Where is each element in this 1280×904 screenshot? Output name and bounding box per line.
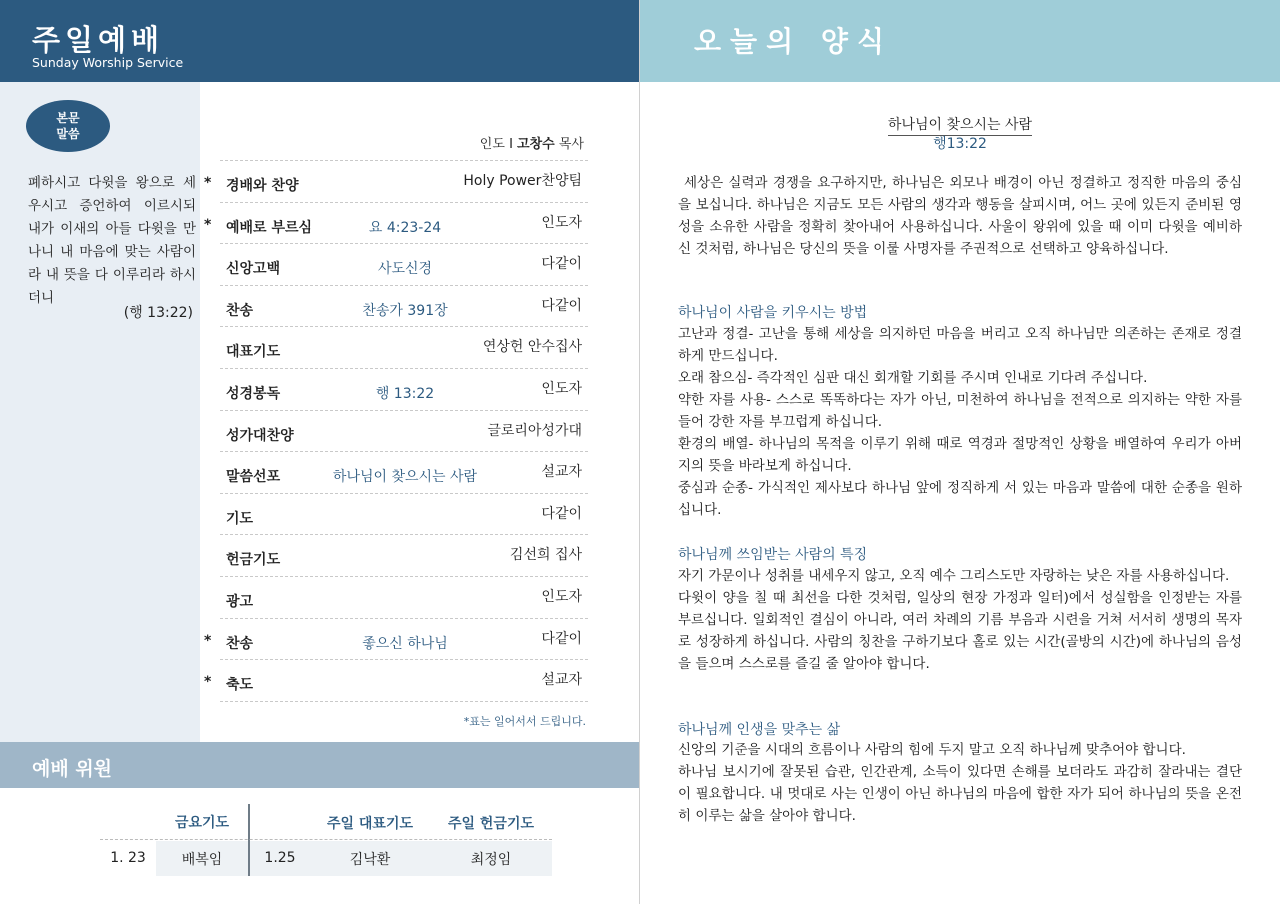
- friday-prayer-header: 금요기도: [174, 815, 230, 831]
- order-item: 헌금기도: [226, 552, 281, 569]
- order-row: [220, 576, 588, 618]
- order-row: [220, 493, 588, 535]
- page-title: 주일예배: [32, 23, 165, 57]
- order-person: 연상헌 안수집사: [482, 339, 582, 356]
- sunday-offering-prayer-name: 최정임: [470, 852, 512, 868]
- order-text: 하나님이 찾으시는 사람: [332, 469, 478, 486]
- order-text: 찬송가 391장: [362, 302, 448, 319]
- order-item: 광고: [226, 593, 254, 610]
- order-item: 경배와 찬양: [226, 178, 299, 194]
- order-row: [204, 160, 588, 202]
- order-row: [204, 618, 588, 660]
- order-item: 기도: [226, 510, 254, 527]
- order-person: 글로리아성가대: [487, 422, 582, 439]
- section-paragraph: 하나님 보시기에 잘못된 습관, 인간관계, 소득이 있다면 손해를 보더라도 과감히 잘라내는 결단이 필요합니다. 내 멋대로 사는 인생이 아닌 하나님의 마음에 합한 자가 되어 하나님의 뜻을 온전히 이루는 삶을 살아야 합니다.: [678, 764, 1242, 824]
- sunday-rep-prayer-name: 김낙환: [349, 852, 391, 868]
- order-item: 축도: [226, 677, 254, 694]
- leader-name: 고창수: [517, 137, 555, 152]
- order-person: 다같이: [541, 630, 582, 647]
- section-paragraph: 다윗이 양을 칠 때 최선을 다한 것처럼, 일상의 현장 가정과 일터)에서 성실함을 인정받는 자를 부르십니다. 일회적인 결심이 아니라, 여러 차례의 기름 부음과 시련을 거쳐 서서히 생명의 목자로 성장하게 하십니다. 사람의 칭찬을 구하기보다 홀로 있는 시간(골방의 시간)에 하나님의 음성을 들으며 스스로를 즐길 줄 알아야 합니다.: [678, 590, 1242, 672]
- order-text: 행 13:22: [375, 385, 435, 402]
- section-body: [678, 323, 1242, 521]
- order-person: 인도자: [541, 380, 582, 397]
- worship-order: [204, 160, 588, 702]
- order-star: *: [204, 216, 212, 233]
- order-person: 김선희 집사: [509, 547, 582, 564]
- sunday-date: 1.25: [264, 850, 296, 866]
- worship-staff-bar: [0, 742, 640, 788]
- order-item: 예배로 부르심: [226, 219, 313, 236]
- section-body: [678, 739, 1242, 827]
- sermon-title: [640, 114, 1280, 134]
- order-row: [220, 243, 588, 285]
- order-star: *: [204, 674, 212, 691]
- section-title: 하나님께 쓰임받는 사람의 특징: [678, 547, 868, 563]
- friday-date: 1. 23: [110, 850, 146, 866]
- sermon-title-text: 하나님이 찾으시는 사람: [888, 117, 1032, 136]
- leader-separator: I: [509, 137, 513, 152]
- leader-role: 인도: [479, 137, 505, 152]
- leader-title: 목사: [558, 137, 584, 152]
- order-row: [220, 285, 588, 327]
- section-paragraph: 신앙의 기준을 시대의 흐름이나 사람의 힘에 두지 말고 오직 하나님께 맞추어야 합니다.: [678, 742, 1186, 758]
- section-paragraph: 자기 가문이나 성취를 내세우지 않고, 오직 예수 그리스도만 자랑하는 낮은 자를 사용하십니다.: [678, 568, 1230, 584]
- worship-staff-label: 예배 위원: [32, 758, 113, 780]
- order-item: 말씀선포: [226, 469, 281, 486]
- order-text: 요 4:23-24: [368, 219, 442, 236]
- worship-leader: [220, 133, 584, 152]
- section-body: [678, 565, 1242, 675]
- sunday-offering-prayer-header: 주일 헌금기도: [447, 816, 535, 832]
- order-person: 다같이: [541, 256, 582, 273]
- page-subtitle: Sunday Worship Service: [32, 55, 184, 70]
- order-person: 다같이: [541, 505, 582, 522]
- order-star: *: [204, 175, 212, 191]
- order-text: 좋으신 하나님: [362, 635, 448, 652]
- order-end-rule: [220, 701, 588, 702]
- order-row: [204, 202, 588, 244]
- order-person: 인도자: [541, 588, 582, 605]
- order-row: [204, 659, 588, 701]
- order-person: 설교자: [541, 672, 582, 689]
- section-paragraph: 환경의 배열- 하나님의 목적을 이루기 위해 때로 역경과 절망적인 상황을 배열하여 우리가 아버지의 뜻을 바라보게 하십니다.: [678, 436, 1242, 474]
- section-title: 하나님이 사람을 키우시는 방법: [678, 305, 868, 321]
- order-item: 찬송: [226, 302, 254, 319]
- order-item: 신앙고백: [226, 261, 281, 278]
- table-rule: [100, 839, 552, 840]
- badge-line-1: 본문: [56, 111, 80, 125]
- order-person: Holy Power찬양팀: [463, 173, 582, 189]
- order-row: [220, 451, 588, 493]
- worship-staff-table: [100, 804, 552, 876]
- order-row: [220, 368, 588, 410]
- right-header: [640, 0, 1280, 82]
- order-text: 사도신경: [377, 261, 433, 278]
- friday-prayer-name: 배복임: [181, 852, 223, 868]
- order-person: 인도자: [541, 214, 582, 231]
- order-item: 성경봉독: [226, 385, 281, 402]
- order-person: 설교자: [541, 464, 582, 481]
- sermon-reference: 행13:22: [933, 136, 987, 152]
- section-paragraph: 오래 참으심- 즉각적인 심판 대신 회개할 기회를 주시며 인내로 기다려 주십니다.: [678, 370, 1148, 386]
- order-row: [220, 326, 588, 368]
- sermon-intro: 세상은 실력과 경쟁을 요구하지만, 하나님은 외모나 배경이 아닌 정결하고 정직한 마음의 중심을 보십니다. 하나님은 지금도 모든 사람의 생각과 행동을 살피시며, 어느 곳에 있든지 준비된 영성을 소유한 사람을 정확히 찾아내어 사용하십니다. 사울이 왕위에 있을 때 이미 다윗을 예비하신 것처럼, 하나님은 당신의 뜻을 이룰 사명자를 주권적으로 선택하고 양육하십니다.: [678, 175, 1242, 257]
- section-title: 하나님께 인생을 맞추는 삶: [678, 722, 841, 738]
- section-paragraph: 고난과 정결- 고난을 통해 세상을 의지하던 마음을 버리고 오직 하나님만 의존하는 존재로 정결하게 만드십니다.: [678, 326, 1242, 364]
- scripture-badge: [26, 100, 110, 152]
- section-paragraph: 약한 자를 사용- 스스로 똑똑하다는 자가 아닌, 미천하여 하나님을 전적으로 의지하는 약한 자를 들어 강한 자를 부끄럽게 하십니다.: [678, 392, 1242, 430]
- order-item: 찬송: [226, 635, 254, 652]
- order-person: 다같이: [541, 297, 582, 314]
- section-paragraph: 중심과 순종- 가식적인 제사보다 하나님 앞에 정직하게 서 있는 마음과 말씀에 대한 순종을 원하십니다.: [678, 480, 1242, 518]
- left-header: [0, 0, 640, 82]
- order-item: 대표기도: [226, 344, 281, 361]
- badge-line-2: 말씀: [56, 127, 80, 141]
- order-star: *: [204, 632, 212, 649]
- right-page: [640, 0, 1280, 904]
- standing-footnote: *표는 일어서서 드립니다.: [463, 715, 586, 728]
- daily-bread-title: 오늘의 양식: [694, 25, 893, 58]
- scripture-reference: (행 13:22): [123, 305, 193, 321]
- sunday-rep-prayer-header: 주일 대표기도: [326, 816, 414, 832]
- order-row: [220, 410, 588, 452]
- scripture-text: 폐하시고 다윗을 왕으로 세우시고 증언하여 이르시되 내가 이새의 아들 다윗을 만나니 내 마음에 맞는 사람이라 내 뜻을 다 이루리라 하시더니: [28, 175, 196, 306]
- order-item: 성가대찬양: [226, 427, 294, 444]
- order-row: [220, 534, 588, 576]
